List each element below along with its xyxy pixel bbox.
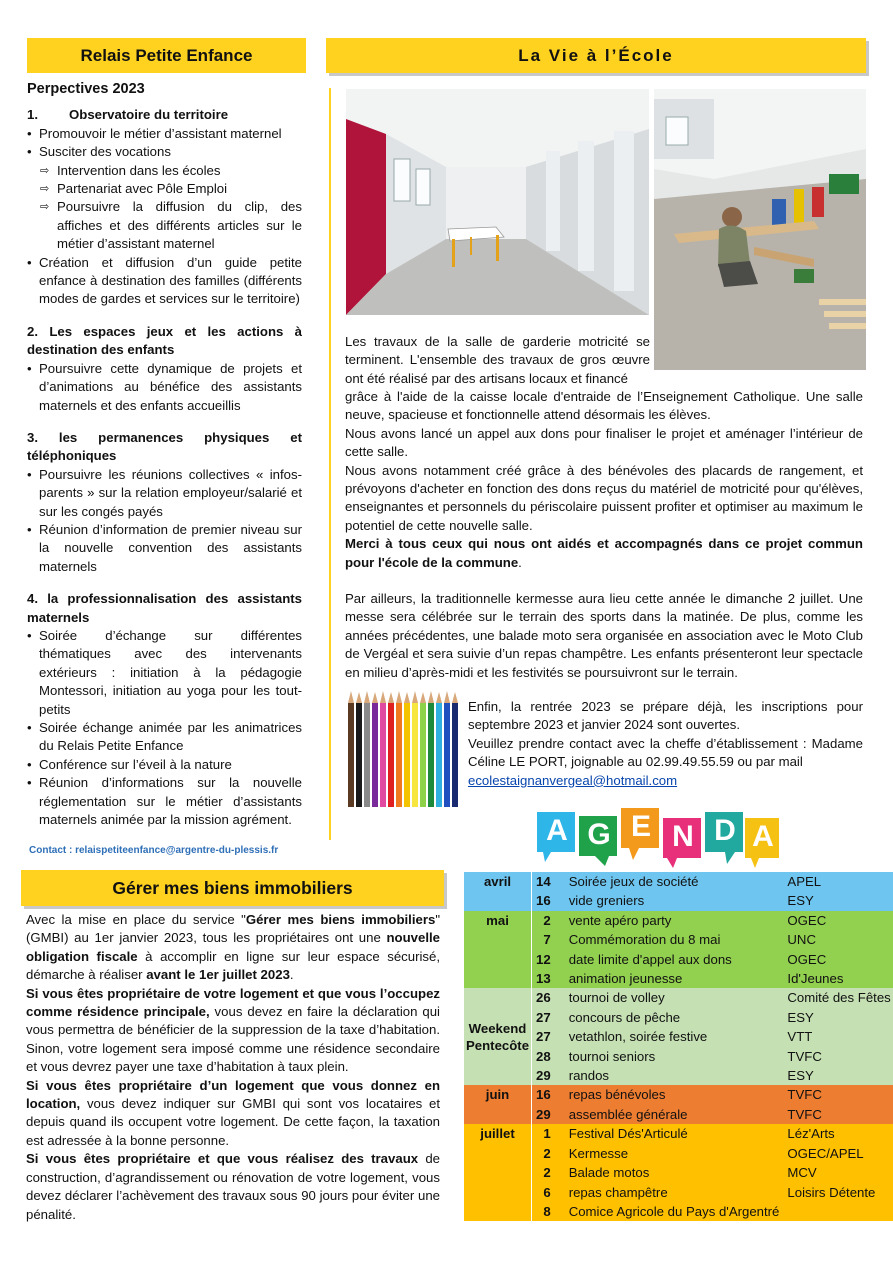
list-item: • Soirée échange animée par les animatrices du Relais Petite Enfance	[27, 719, 302, 756]
agenda-day: 16	[532, 1085, 565, 1104]
rpe-contact: Contact : relaispetiteenfance@argentre-du-plessis.fr	[29, 845, 279, 856]
agenda-day: 13	[532, 969, 565, 988]
agenda-event: randos	[568, 1068, 610, 1084]
text: Si vous êtes propriétaire d’un logement que vous donnez en location,	[26, 1077, 440, 1112]
list-item: • Soirée d’échange sur différentes thématiques avec des intervenants extérieurs : initiation à la pédagogie Montessori, initiation au yoga pour les tout-petits	[27, 627, 302, 719]
ecole-banner-title: La Vie à l’École	[518, 45, 674, 65]
agenda-organizer: TVFC	[787, 1087, 822, 1103]
gmbi-banner	[21, 870, 444, 906]
ecole-paragraph-2: Nous avons lancé un appel aux dons pour finaliser le projet et aménager l’intérieur de cette salle.	[345, 425, 863, 460]
text: Si vous êtes propriétaire de votre logement et que vous l’occupez comme résidence principale,	[26, 985, 440, 1020]
gmbi-paragraph-3	[26, 1077, 440, 1151]
ecole-paragraph-4	[345, 535, 863, 572]
rpe-section-1-number: 1.	[27, 107, 38, 123]
agenda-organizer: ESY	[787, 1068, 814, 1084]
list-item: • Susciter des vocations	[27, 143, 302, 161]
agenda-letter: A	[546, 814, 568, 847]
agenda-event: assemblée générale	[568, 1106, 688, 1122]
text: avant le 1er juillet 2023	[146, 967, 290, 983]
agenda-event: vetathlon, soirée festive	[568, 1029, 708, 1045]
agenda-organizer: OGEC/APEL	[787, 1145, 864, 1161]
agenda-organizer: ESY	[787, 893, 814, 909]
agenda-event: Soirée jeux de société	[568, 874, 699, 889]
agenda-event: Commémoration du 8 mai	[568, 932, 721, 948]
rpe-section-1-list	[27, 125, 302, 162]
agenda-event: tournoi de volley	[568, 990, 665, 1006]
agenda-event: vide greniers	[568, 893, 645, 909]
column-divider	[329, 88, 331, 840]
text: Si vous êtes propriétaire et que vous réalisez des travaux	[26, 1151, 419, 1167]
agenda-row	[464, 911, 893, 930]
agenda-organizer: UNC	[787, 932, 816, 948]
rpe-section-1-title	[27, 106, 302, 124]
gmbi-paragraph-2	[26, 985, 440, 1077]
list-item: • Réunion d’informations sur la nouvelle réglementation sur le métier d’assistants maternels animée par la mission agrément.	[27, 774, 302, 829]
rpe-section-3-title: 3. les permanences physiques et téléphoniques	[27, 429, 302, 464]
agenda-day: 2	[532, 1144, 565, 1163]
ecole-text-a	[345, 333, 650, 388]
agenda-day: 2	[532, 1163, 565, 1182]
ecole-paragraph-1b: grâce à l'aide de la caisse locale d'entraide de l’Enseignement Catholique. Une salle neuve, spacieuse et fonctionnelle attend désormais les élèves.	[345, 389, 863, 423]
rpe-section-4-title: 4. la professionnalisation des assistants maternels	[27, 591, 302, 625]
rpe-section-1-sublist	[27, 162, 302, 254]
ecole-paragraph-5: Par ailleurs, la traditionnelle kermesse aura lieu cette année le dimanche 2 juillet. Une messe sera célébrée sur le terrain des sports dans la matinée. De plus, comme les années précédentes, une balade moto sera organisée en association avec le Moto Club de Vergéal et sera suivie d’un repas champêtre. Les enfants présenteront leur spectacle en milieu d’après-midi et les festivités se poursuivront sur le terrain.	[345, 591, 863, 680]
room-photo	[346, 89, 649, 315]
list-item: • Poursuivre cette dynamique de projets et d’animations au bénéfice des assistants maternels et des enfants accueillis	[27, 360, 302, 415]
ecole-thanks: Merci à tous ceux qui nous ont aidés et accompagnés dans ce projet commun pour l'école de la commune	[345, 536, 863, 570]
list-item: ⇨ Poursuivre la diffusion du clip, des affiches et des différents articles sur le métier d’assistant maternel	[27, 198, 302, 253]
agenda-event: Balade motos	[568, 1165, 650, 1181]
rpe-column	[27, 80, 302, 829]
ecole-paragraph-1: Les travaux de la salle de garderie motricité se terminent. L'ensemble des travaux de gros œuvre ont été réalisé par des artisans locaux et financé	[345, 334, 650, 386]
list-item: • Réunion d’information de premier niveau sur la nouvelle convention des assistants maternels	[27, 521, 302, 576]
ecole-paragraph-6: Enfin, la rentrée 2023 se prépare déjà, les inscriptions pour septembre 2023 et janvier 2024 sont ouvertes.	[468, 699, 863, 733]
pencils-illustration	[346, 689, 463, 807]
agenda-row	[464, 1124, 893, 1143]
agenda-event: animation jeunesse	[568, 971, 683, 987]
agenda-day: 12	[532, 950, 565, 969]
agenda-day: 26	[532, 988, 565, 1007]
agenda-organizer: TVFC	[787, 1106, 822, 1122]
agenda-letter: A	[752, 820, 774, 853]
ecole-text-b	[345, 388, 863, 682]
agenda-organizer: VTT	[787, 1029, 813, 1045]
text: .	[289, 967, 294, 983]
list-item: ⇨ Partenariat avec Pôle Emploi	[27, 180, 302, 198]
agenda-organizer: OGEC	[787, 951, 827, 967]
agenda-letter: E	[630, 810, 651, 843]
agenda-row	[464, 1085, 893, 1104]
agenda-day: 14	[532, 872, 565, 891]
ecole-thanks-end: .	[518, 554, 522, 570]
ecole-paragraph-3: Nous avons notamment créé grâce à des bénévoles des placards de rangement, et prévoyons d'acheter en fonction des dons reçus du matériel de motricité pour qu'élèves, enseignantes et personnels du périscolaire puissent profiter et optimiser au maximum le potentiel de cette nouvelle salle.	[345, 462, 863, 533]
agenda-month: juillet	[480, 1126, 515, 1142]
ecole-banner	[326, 38, 866, 73]
agenda-day: 27	[532, 1008, 565, 1027]
agenda-month: juin	[485, 1087, 510, 1103]
gmbi-text	[26, 911, 440, 1224]
text: de construction, d’agrandissement ou rénovation de votre logement, vous devez déclarer l’achèvement des travaux sous 90 jours pour éviter une pénalité.	[26, 1151, 440, 1222]
agenda-organizer: Comité des Fêtes	[787, 990, 891, 1006]
rpe-banner	[27, 38, 306, 73]
agenda-organizer: Id'Jeunes	[787, 971, 844, 987]
agenda-letters	[533, 806, 783, 870]
list-item: • Poursuivre les réunions collectives « infos-parents » sur la relation employeur/salarié et sur les congés payés	[27, 466, 302, 521]
pencils-photo	[346, 689, 463, 807]
agenda-day: 27	[532, 1027, 565, 1046]
agenda-day: 29	[532, 1066, 565, 1085]
text: à accomplir en ligne sur leur espace sécurisé, démarche à réaliser	[26, 948, 440, 983]
gmbi-paragraph-1	[26, 911, 440, 985]
agenda-day: 1	[532, 1124, 565, 1143]
agenda-body	[464, 872, 893, 1221]
rpe-section-1-label: Observatoire du territoire	[69, 107, 229, 123]
agenda-event: concours de pêche	[568, 1009, 681, 1025]
agenda-event: repas bénévoles	[568, 1087, 666, 1103]
rpe-banner-title: Relais Petite Enfance	[80, 45, 253, 65]
agenda-day: 29	[532, 1105, 565, 1124]
agenda-event: vente apéro party	[568, 912, 672, 928]
rpe-section-3-list	[27, 466, 302, 576]
text: Gérer mes biens immobiliers	[245, 912, 436, 927]
text: Avec la mise en place du service "	[26, 912, 246, 927]
rpe-section-4-list	[27, 627, 302, 829]
ecole-paragraph-7: Veuillez prendre contact avec la cheffe d’établissement : Madame Céline LE PORT, joignable au 02.99.49.55.59 ou par mail	[468, 735, 863, 770]
agenda-title	[533, 806, 783, 870]
agenda-event: Kermesse	[568, 1145, 629, 1161]
agenda-letter: G	[587, 818, 611, 851]
rpe-subtitle: Perpectives 2023	[27, 81, 145, 97]
gmbi-banner-title: Gérer mes biens immobiliers	[112, 877, 353, 898]
agenda-table	[464, 872, 891, 1221]
list-item: • Création et diffusion d’un guide petite enfance à destination des familles (différents modes de gardes et services sur le territoire)	[27, 254, 302, 309]
agenda-month: avril	[483, 874, 512, 889]
agenda-organizer: MCV	[787, 1165, 817, 1181]
agenda-day: 8	[532, 1202, 565, 1221]
agenda-organizer: Loisirs Détente	[787, 1184, 876, 1200]
text: nouvelle obligation fiscale	[26, 930, 440, 964]
agenda-month: Weekend Pentecôte	[466, 1020, 530, 1053]
gmbi-paragraph-4	[26, 1150, 440, 1224]
agenda-organizer: APEL	[787, 874, 822, 889]
agenda-organizer: TVFC	[787, 1048, 822, 1064]
agenda-row	[464, 988, 893, 1007]
list-item: • Conférence sur l’éveil à la nature	[27, 756, 302, 774]
agenda-day: 6	[532, 1183, 565, 1202]
worker-photo	[654, 89, 866, 370]
agenda-row	[464, 872, 893, 891]
agenda-day: 28	[532, 1047, 565, 1066]
agenda-organizer: ESY	[787, 1009, 814, 1025]
room-illustration	[346, 89, 649, 315]
agenda-letter: N	[672, 820, 694, 853]
agenda-event: Festival Dés'Articulé	[568, 1126, 688, 1142]
agenda-event: repas champêtre	[568, 1184, 668, 1200]
text: vous devez indiquer sur GMBI qui sont vos locataires et depuis quand ils occupent votre logement. De cette façon, la taxation est adressée à la bonne personne.	[26, 1096, 440, 1148]
agenda-day: 7	[532, 930, 565, 949]
agenda-grid	[464, 872, 893, 1221]
rpe-section-2-title: 2. Les espaces jeux et les actions à destination des enfants	[27, 323, 302, 358]
worker-illustration	[654, 89, 866, 370]
rpe-section-1-list-b	[27, 254, 302, 309]
agenda-event: date limite d'appel aux dons	[568, 951, 732, 967]
text: vous devez en faire la déclaration qui vous permettra de bénéficier de la suppression de la taxe d’habitation. Sinon, votre logement sera imposé comme une résidence secondaire et vous devrez payer une taxe d’habitation à taux plein.	[26, 1004, 440, 1075]
agenda-event: Comice Agricole du Pays d'Argentré	[568, 1203, 780, 1219]
agenda-letter: D	[714, 814, 736, 847]
agenda-organizer: Léz'Arts	[787, 1126, 835, 1142]
agenda-organizer: OGEC	[787, 912, 827, 928]
agenda-organizer	[783, 1202, 893, 1221]
ecole-text-c	[468, 698, 863, 790]
list-item: ⇨ Intervention dans les écoles	[27, 162, 302, 180]
agenda-day: 16	[532, 891, 565, 910]
ecole-email-link[interactable]: ecolestaignanvergeal@hotmail.com	[468, 772, 678, 788]
rpe-section-2-list	[27, 360, 302, 415]
list-item: • Promouvoir le métier d’assistant maternel	[27, 125, 302, 143]
agenda-day: 2	[532, 911, 565, 930]
text: " (GMBI) au 1er janvier 2023, tous les propriétaires ont une	[26, 912, 440, 946]
agenda-month: mai	[486, 912, 509, 928]
ecole-email-line	[468, 772, 863, 790]
agenda-event: tournoi seniors	[568, 1048, 656, 1064]
